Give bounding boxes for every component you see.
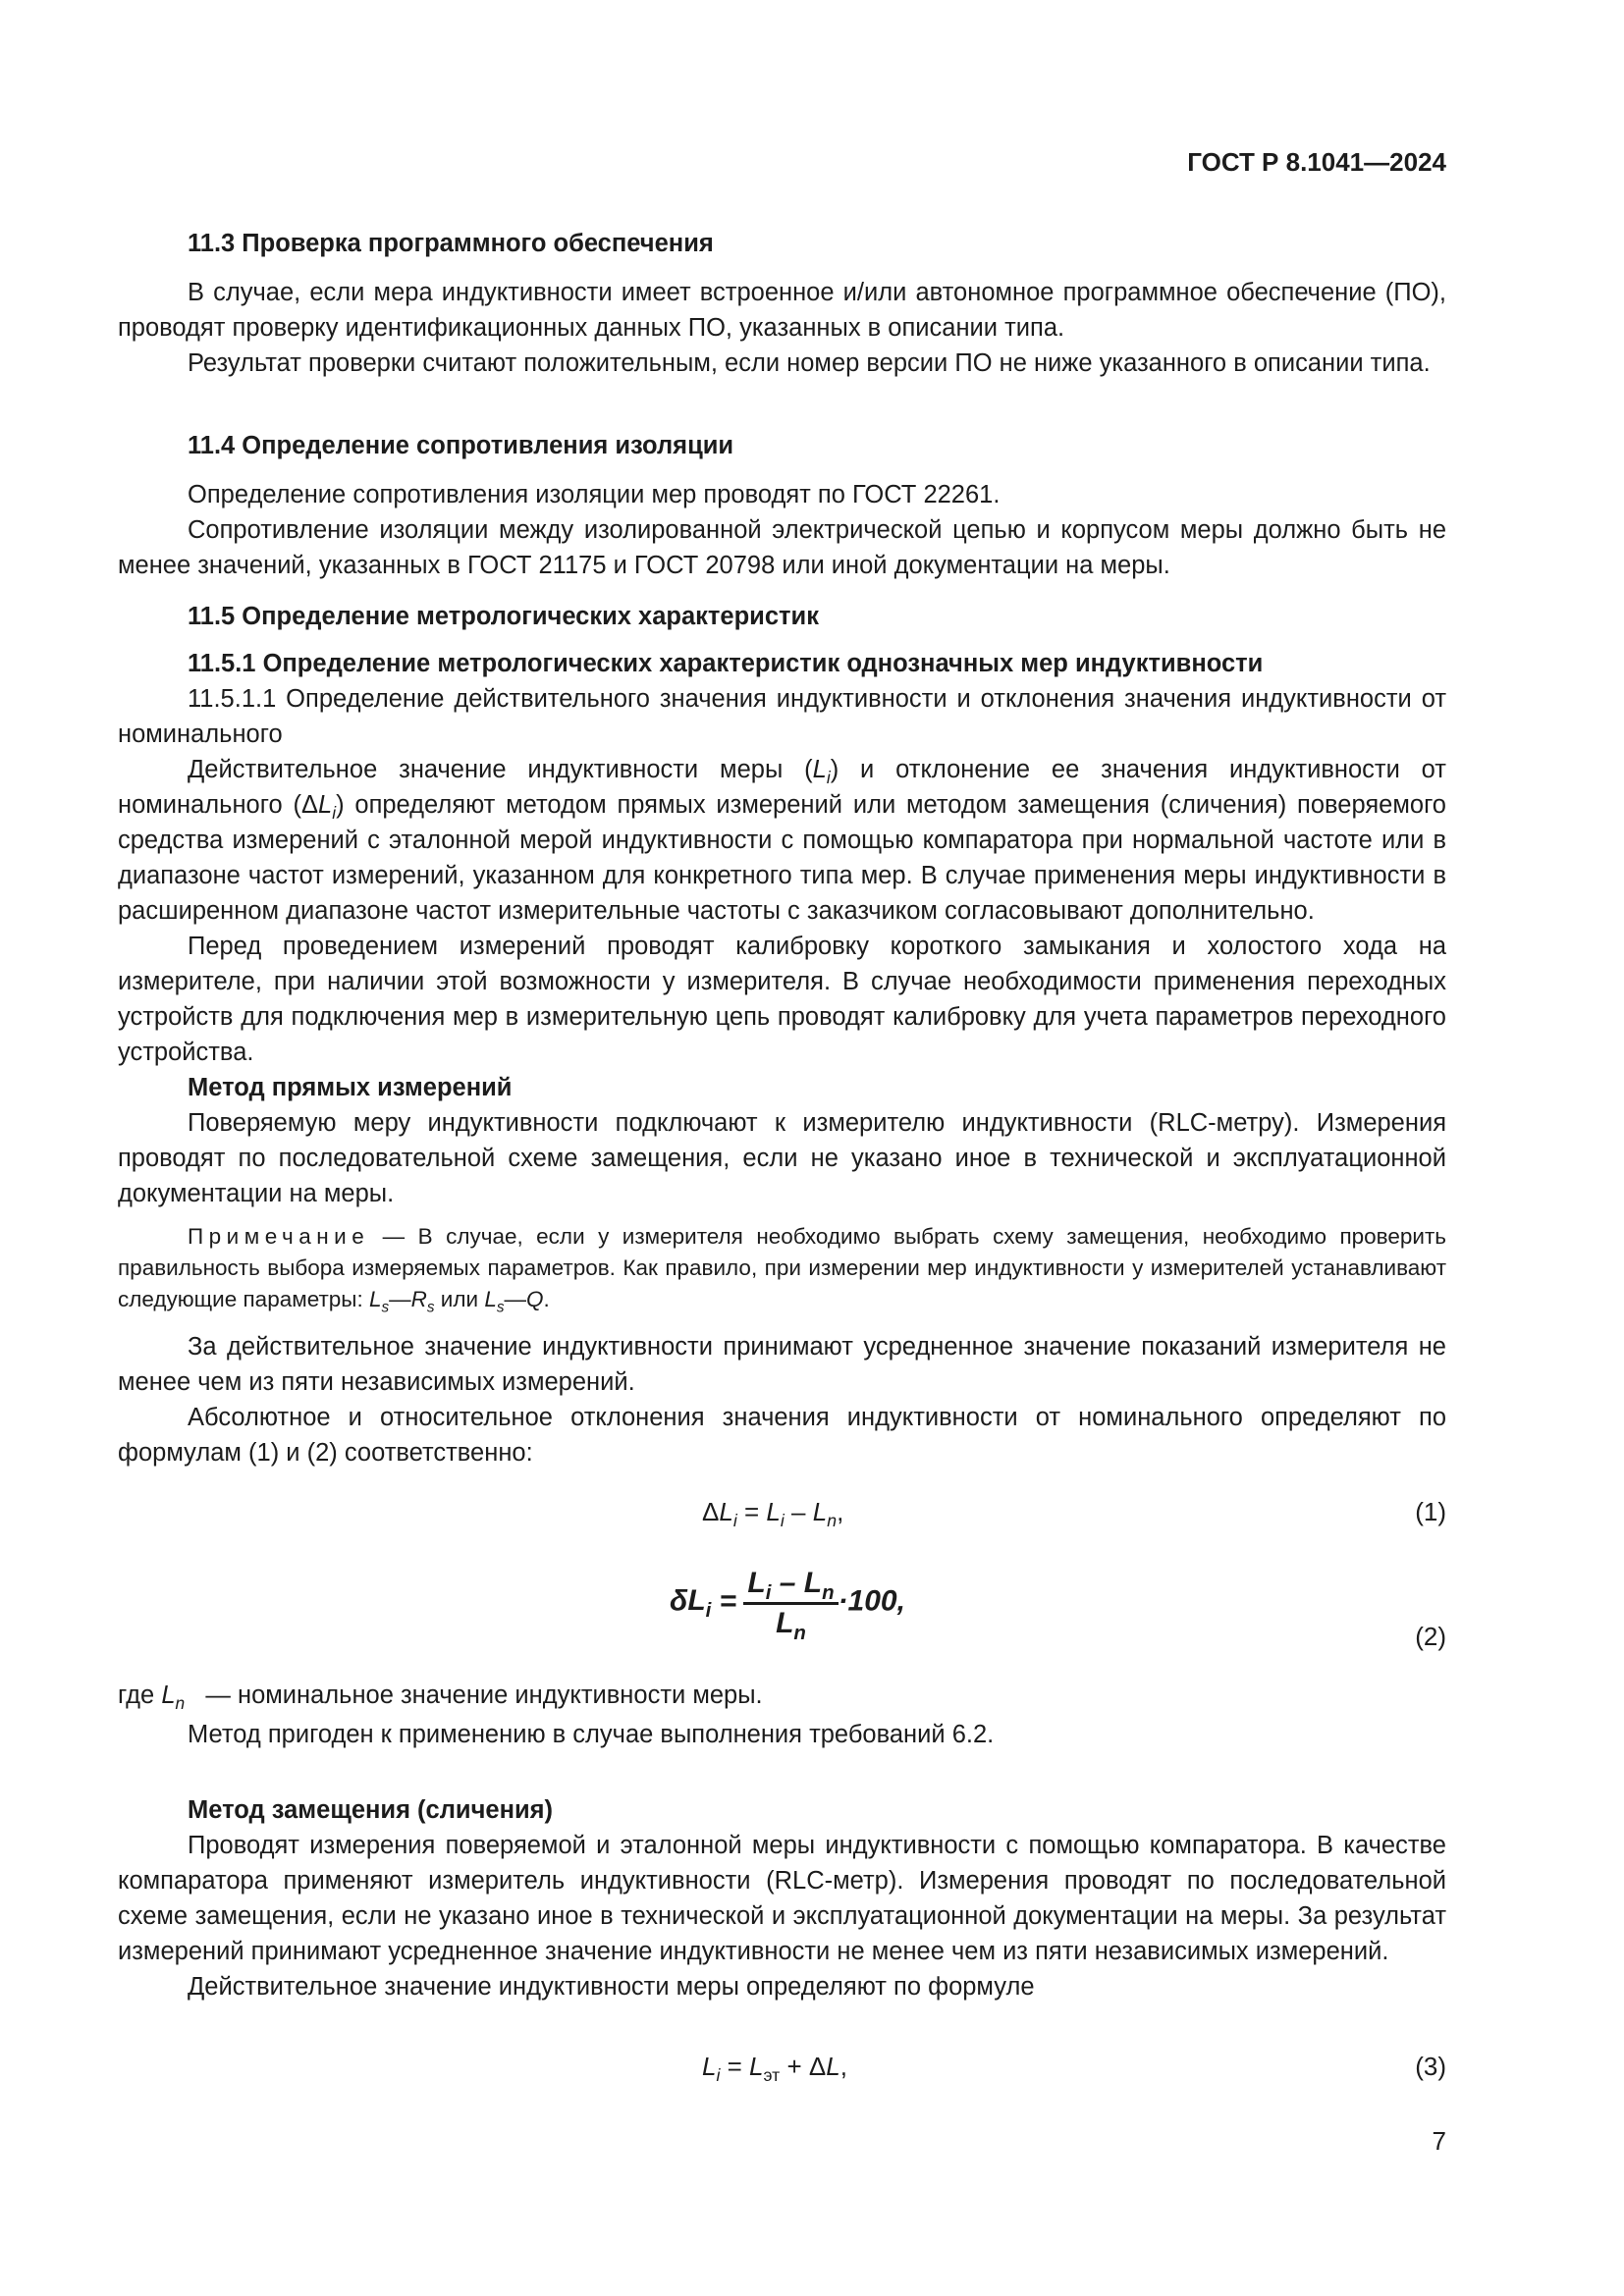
section-11-3-paragraph-2: Результат проверки считают положительным, если номер версии ПО не ниже указанного в описании типа. [188,349,1431,377]
page-number: 7 [1432,2126,1446,2156]
formula-3: $L_i = L_{эт} + \Delta L$, [702,2052,847,2086]
section-11-4-paragraph-1: Определение сопротивления изоляции мер проводят по ГОСТ 22261. [188,481,1001,508]
direct-method-paragraph-4: Метод пригоден к применению в случае выполнения требований 6.2. [188,1721,995,1748]
substitution-method-title: Метод замещения (сличения) [188,1796,554,1824]
section-11-4 [118,428,1446,583]
section-11-5-1-title: 11.5.1 Определение метрологических характеристик однозначных мер индуктивности [188,650,1264,677]
where-clause-block [118,1678,1446,1752]
section-11-4-title: 11.4 Определение сопротивления изоляции [188,432,734,459]
formula-2-factor: ·100, [838,1584,905,1618]
section-11-3-paragraph-1: В случае, если мера индуктивности имеет встроенное и/или автономное программное обеспечение (ПО), проводят проверку идентификационных данных ПО, указанных в описании типа. [118,279,1446,342]
direct-method-paragraph-2: За действительное значение индуктивности принимают усредненное значение показаний измерителя не менее чем из пяти независимых измерений. [118,1333,1446,1396]
actual-value-paragraph: Действительное значение индуктивности меры $(L_i)$ и отклонение ее значения индуктивности от номинального $(\Delta L_i)$ определяют методом прямых измерений или методом замещения (сличения) поверяемого средства измерений с эталонной мерой индуктивности с помощью компаратора при нормальной частоте или в диапазоне частот измерений, указанном для конкретного типа мер. В случае применения меры индуктивности в расширенном диапазоне частот измерительные частоты с заказчиком согласовывают дополнительно. [118,756,1446,925]
substitution-method-paragraph-2: Действительное значение индуктивности меры определяют по формуле [188,1973,1035,2001]
formula-1: $\Delta L_i = L_i - L_n$, [702,1497,844,1531]
section-11-5-title: 11.5 Определение метрологических характеристик [188,603,819,630]
direct-method-paragraph-3: Абсолютное и относительное отклонения значения индуктивности от номинального определяют по формулам (1) и (2) соответственно: [118,1404,1446,1467]
note: Примечание — В случае, если у измерителя необходимо выбрать схему замещения, необходимо проверить правильность выбора измеряемых параметров. Как правило, при измерении мер индуктивности у измерителей устанавливают следующие параметры: $L_s—R_s$ или $L_s—Q$. [118,1224,1446,1316]
formula-2-number: (2) [1415,1622,1446,1651]
formula-2-fraction: $\frac{L_i - L_n}{L_n}$ [743,1567,838,1640]
section-11-5 [118,599,1446,1470]
where-clause: где $L_n$ — номинальное значение индуктивности меры. [118,1682,763,1714]
direct-method-paragraph-1: Поверяемую меру индуктивности подключают к измерителю индуктивности (RLC-метру). Измерения проводят по последовательной схеме замещения, если не указано иное в технической и эксплуатационной документации на меры. [118,1109,1446,1207]
substitution-method-section [118,1792,1446,2004]
substitution-method-paragraph-1: Проводят измерения поверяемой и эталонной меры индуктивности с помощью компаратора. В качестве компаратора применяют измеритель индуктивности (RLC-метр). Измерения проводят по последовательной схеме замещения, если не указано иное в технической и эксплуатационной документации на меры. За результат измерений принимают усредненное значение индуктивности не менее чем из пяти независимых измерений. [118,1832,1446,1965]
note-label: Примечание [188,1224,370,1249]
section-11-3 [118,226,1446,381]
calibration-paragraph: Перед проведением измерений проводят калибровку короткого замыкания и холостого хода на измерителе, при наличии этой возможности у измерителя. В случае необходимости применения переходных устройств для подключения мер в измерительную цепь проводят калибровку для учета параметров переходного устройства. [118,933,1446,1066]
formula-3-number: (3) [1415,2052,1446,2081]
section-11-4-paragraph-2: Сопротивление изоляции между изолированной электрической цепью и корпусом меры должно быть не менее значений, указанных в ГОСТ 21175 и ГОСТ 20798 или иной документации на меры. [118,516,1446,579]
section-11-5-1-1-title: 11.5.1.1 Определение действительного значения индуктивности и отклонения значения индуктивности от номинального [118,685,1446,748]
formula-1-number: (1) [1415,1497,1446,1526]
section-11-3-title: 11.3 Проверка программного обеспечения [188,230,714,257]
document-id-header: ГОСТ Р 8.1041—2024 [1187,147,1446,177]
formula-2: $\delta L_i$ = $\frac{L_i - L_n}{L_n}$ ·100, [670,1567,905,1645]
direct-method-title: Метод прямых измерений [188,1074,513,1101]
